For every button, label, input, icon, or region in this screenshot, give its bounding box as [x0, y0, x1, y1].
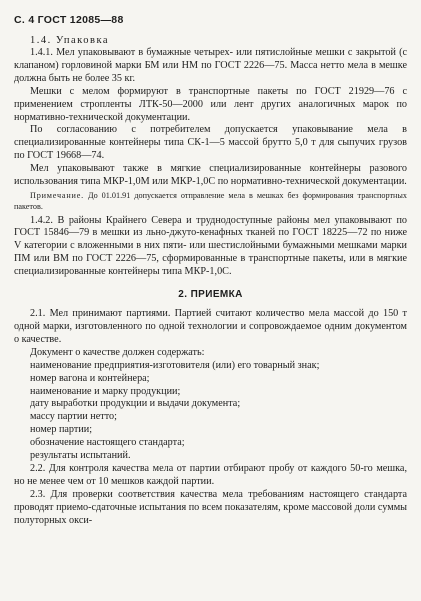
list-item: номер вагона и контейнера; — [30, 372, 150, 384]
list-item: наименование и марку продукции; — [30, 385, 181, 397]
paragraph-bags-packets: Мешки с мелом формируют в транспортные пакеты по ГОСТ 21929—76 с применением стропленты ЛТК-50—2000 или лент других аналогичных марок по нормативно-технической документации. — [14, 85, 407, 123]
paragraph-soft-containers: Мел упаковывают также в мягкие специализированные контейнеры разового использования типа МКР-1,0М или МКР-1,0С по нормативно-технической документации. — [14, 163, 407, 188]
list-item: массу партии нетто; — [30, 411, 117, 423]
paragraph-document-contents: Документ о качестве должен содержать: — [30, 346, 205, 358]
list-item: наименование предприятия-изготовителя (или) его товарный знак; — [30, 359, 320, 371]
note — [14, 190, 407, 213]
note-text: До 01.01.91 допускается отправление мела в мешках без формирования транспортных пакетов. — [14, 190, 407, 212]
paragraph-2-2: 2.2. Для контроля качества мела от партии отбирают пробу от каждого 50-го мешка, но не менее чем от 10 мешков каждой партии. — [14, 462, 407, 487]
list-item: дату выработки продукции и выдачи документа; — [30, 398, 241, 410]
list-item: обозначение настоящего стандарта; — [30, 437, 185, 449]
list-item: номер партии; — [30, 424, 93, 436]
paragraph-1-4-1: 1.4.1. Мел упаковывают в бумажные четырех- или пятислойные мешки с закрытой (с клапаном) горловиной марки БМ или НМ по ГОСТ 2226—75. Масса нетто мела в мешке должна быть не более 35 кг. — [14, 47, 407, 84]
list-item: результаты испытаний. — [30, 450, 131, 462]
note-label: Примечание. — [30, 190, 84, 200]
section-heading-acceptance: 2. ПРИЕМКА — [178, 289, 243, 301]
paragraph-2-1: 2.1. Мел принимают партиями. Партией считают количество мела массой до 150 т одной марки, изготовленного по одной технологии и сопровождаемое одним документом о качестве. — [14, 308, 407, 345]
paragraph-containers: По согласованию с потребителем допускается упаковывание мела в специализированные контейнеры типа СК-1—5 массой брутто 5,0 т для сыпучих грузов по ГОСТ 19668—74. — [14, 124, 407, 162]
contents-list — [14, 360, 407, 463]
paragraph-1-4-2: 1.4.2. В районы Крайнего Севера и труднодоступные районы мел упаковывают по ГОСТ 15846—79 в мешки из льно-джуто-кенафных тканей по ГОСТ 18225—72 по ниже V категории с вложенными в них пяти- или шестислойными бумажными мешками марки ПМ или ВМ по ГОСТ 2226—75, сформированные в транспортные пакеты, или в мягкие специализированные контейнеры типа МКР-1,0С. — [14, 214, 407, 278]
page-header: С. 4 ГОСТ 12085—88 — [14, 14, 124, 26]
section-title-packaging: 1.4. Упаковка — [30, 35, 110, 46]
paragraph-2-3: 2.3. Для проверки соответствия качества мела требованиям настоящего стандарта проводят приемо-сдаточные испытания по всем показателям, кроме массовой доли суммы полуторных окси- — [14, 488, 407, 526]
